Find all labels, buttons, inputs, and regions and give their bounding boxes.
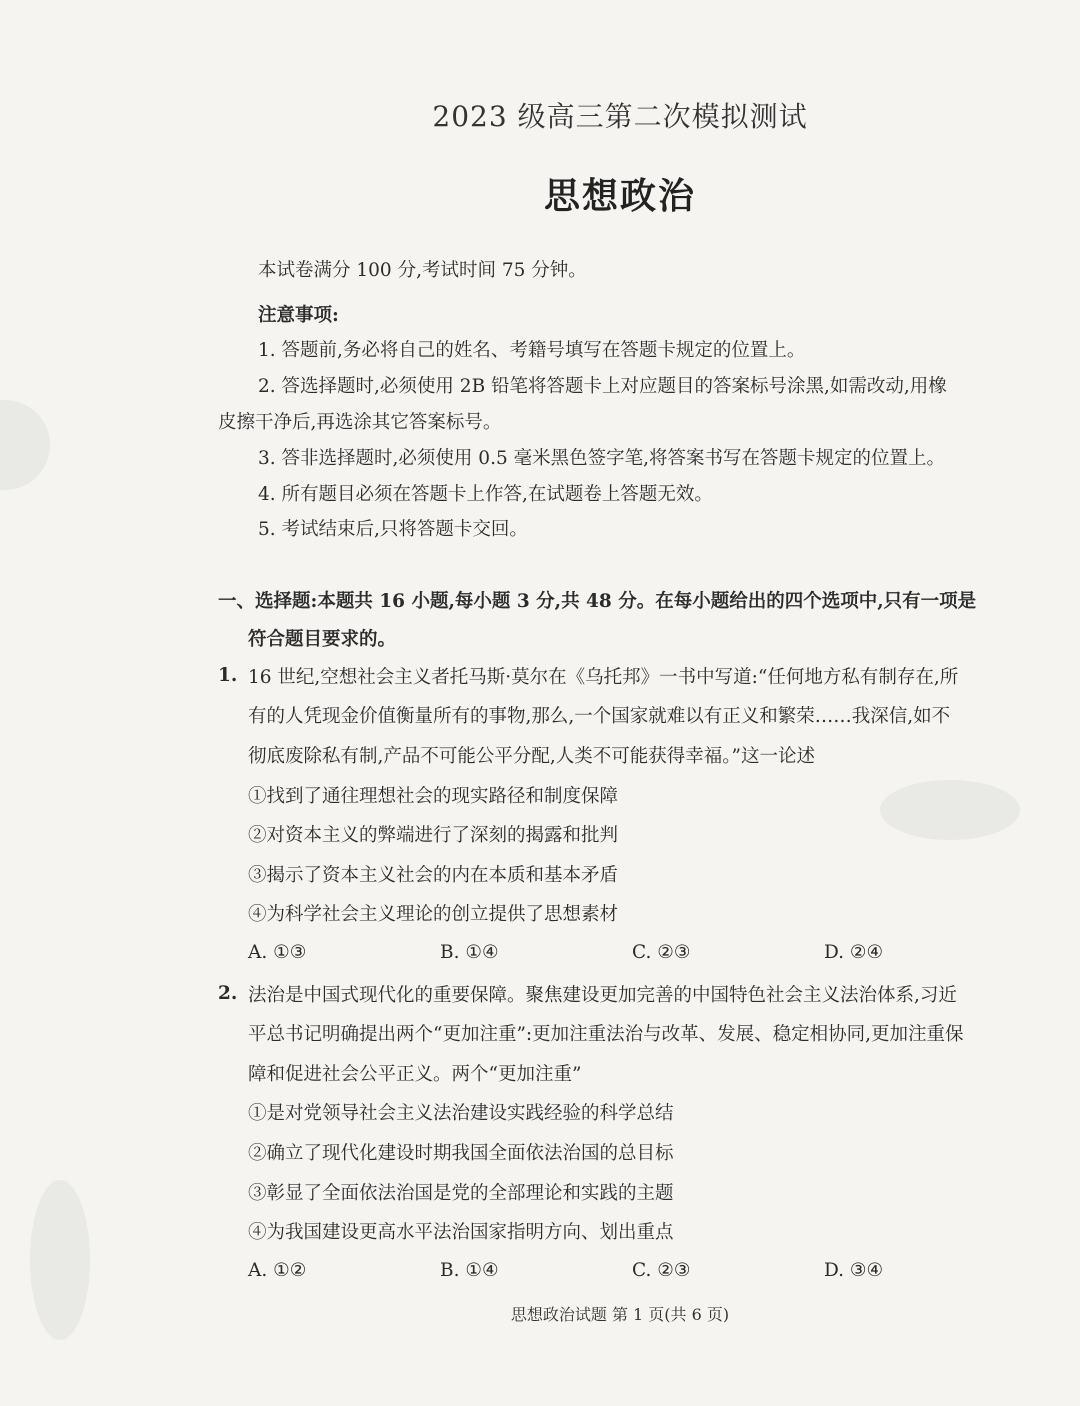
question-stem-line: 16 世纪,空想社会主义者托马斯·莫尔在《乌托邦》一书中写道:“任何地方私有制存在,所 [248,667,959,688]
question-item: ②确立了现代化建设时期我国全面依法治国的总目标 [248,1143,674,1164]
answer-option-b: B. ①④ [440,942,499,963]
question-item: ①找到了通往理想社会的现实路径和制度保障 [248,786,619,807]
answer-option-d: D. ②④ [824,942,884,963]
scan-stain [880,780,1020,840]
notice-item: 4. 所有题目必须在答题卡上作答,在试题卷上答题无效。 [258,484,713,505]
question-number: 2. [218,983,238,1004]
notice-item: 1. 答题前,务必将自己的姓名、考籍号填写在答题卡规定的位置上。 [258,340,806,361]
notice-item: 5. 考试结束后,只将答题卡交回。 [258,519,528,540]
question-stem-line: 法治是中国式现代化的重要保障。聚焦建设更加完善的中国特色社会主义法治体系,习近 [248,985,957,1006]
question-stem-line: 障和促进社会公平正义。两个“更加注重” [248,1064,582,1085]
notice-item: 2. 答选择题时,必须使用 2B 铅笔将答题卡上对应题目的答案标号涂黑,如需改动,用橡 [258,376,947,397]
question-item: ④为我国建设更高水平法治国家指明方向、划出重点 [248,1222,674,1243]
answer-option-c: C. ②③ [632,1260,691,1281]
scan-stain [0,400,50,490]
notice-item: 3. 答非选择题时,必须使用 0.5 毫米黑色签字笔,将答案书写在答题卡规定的位置上。 [258,448,945,469]
question-item: ④为科学社会主义理论的创立提供了思想素材 [248,904,619,925]
page-footer: 思想政治试题 第 1 页(共 6 页) [510,1305,730,1324]
notice-title: 注意事项: [258,305,339,326]
question-item: ③彰显了全面依法治国是党的全部理论和实践的主题 [248,1183,674,1204]
question-stem-line: 有的人凭现金价值衡量所有的事物,那么,一个国家就难以有正义和繁荣……我深信,如不 [248,706,951,727]
question-item: ①是对党领导社会主义法治建设实践经验的科学总结 [248,1103,674,1124]
answer-option-d: D. ③④ [824,1260,884,1281]
score-time-text: 本试卷满分 100 分,考试时间 75 分钟。 [258,260,587,281]
question-item: ③揭示了资本主义社会的内在本质和基本矛盾 [248,865,619,886]
answer-option-b: B. ①④ [440,1260,499,1281]
question-item: ②对资本主义的弊端进行了深刻的揭露和批判 [248,825,619,846]
question-stem-line: 平总书记明确提出两个“更加注重”:更加注重法治与改革、发展、稳定相协同,更加注重保 [248,1024,964,1045]
question-stem-line: 彻底废除私有制,产品不可能公平分配,人类不可能获得幸福。”这一论述 [248,746,815,767]
section-heading: 一、选择题:本题共 16 小题,每小题 3 分,共 48 分。在每小题给出的四个选项中,只有一项是 [218,591,977,612]
notice-item-continued: 皮擦干净后,再选涂其它答案标号。 [218,412,502,433]
exam-title: 2023 级高三第二次模拟测试 [432,100,808,133]
answer-option-a: A. ①② [248,1260,307,1281]
section-heading-continued: 符合题目要求的。 [248,629,397,650]
subject-title: 思想政治 [543,175,696,217]
question-number: 1. [218,665,238,686]
answer-option-c: C. ②③ [632,942,691,963]
answer-option-a: A. ①③ [248,942,307,963]
